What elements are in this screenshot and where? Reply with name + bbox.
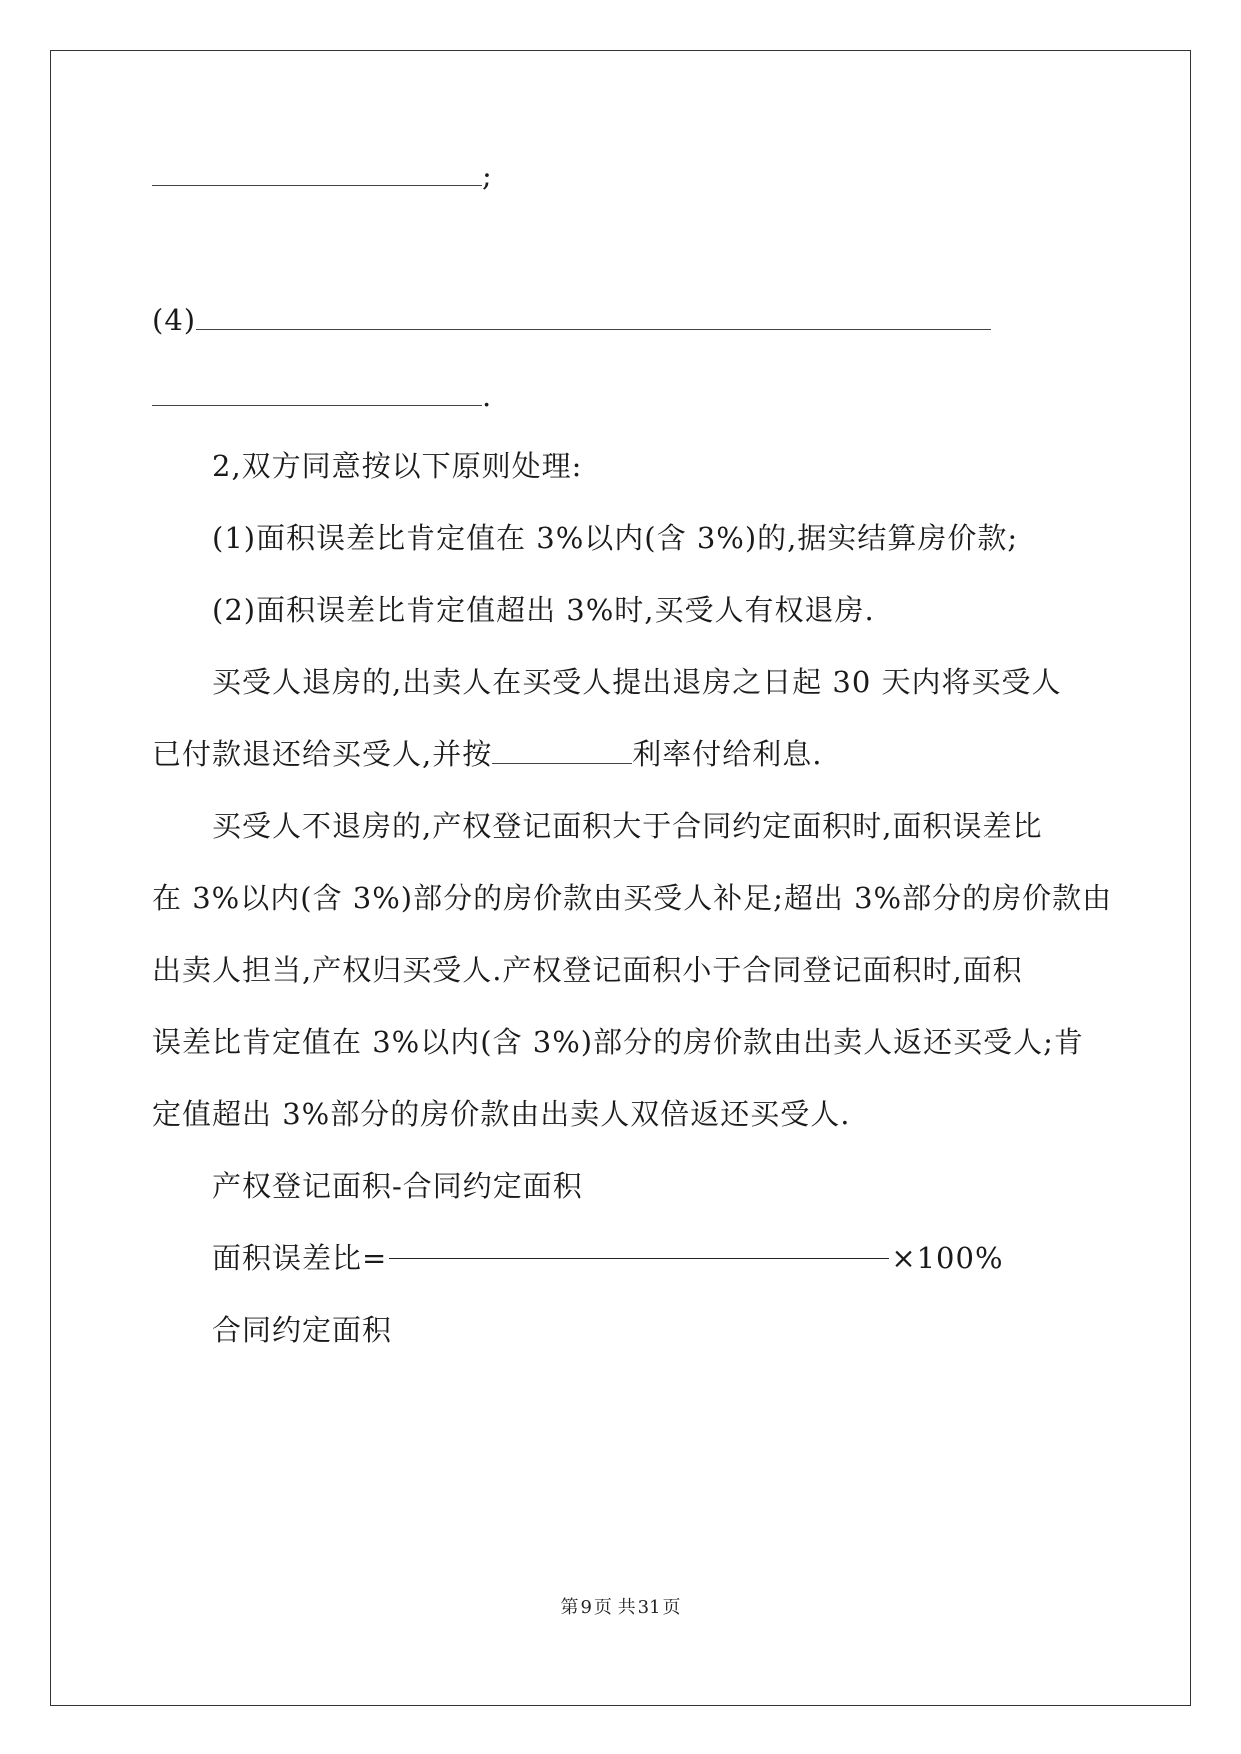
refund-text-b: 利率付给利息. (632, 737, 823, 771)
paragraph-refund-line-2 (152, 734, 822, 774)
paragraph-rule-1: (1)面积误差比肯定值在 3%以内(含 3%)的,据实结算房价款; (212, 521, 1019, 555)
fraction-bar (389, 1258, 889, 1259)
paragraph-no-refund-line-4: 误差比肯定值在 3%以内(含 3%)部分的房价款由出卖人返还买受人;肯 (152, 1025, 1084, 1059)
fill-in-blank[interactable] (152, 379, 482, 406)
formula-numerator: 产权登记面积-合同约定面积 (212, 1169, 583, 1203)
paragraph-heading-2: 2,双方同意按以下原则处理: (212, 449, 583, 483)
formula-line (212, 1238, 1004, 1278)
paragraph-no-refund-line-2: 在 3%以内(含 3%)部分的房价款由买受人补足;超出 3%部分的房价款由 (152, 881, 1113, 915)
item-4-line (152, 300, 991, 340)
formula-denominator: 合同约定面积 (212, 1313, 393, 1347)
page-footer (0, 1596, 1241, 1620)
page-total: 31 (637, 1597, 661, 1618)
blank-line-3-end (152, 156, 493, 196)
interest-rate-blank[interactable] (492, 737, 632, 764)
page-mid: 页 共 (593, 1597, 636, 1618)
fill-in-blank[interactable] (152, 159, 482, 186)
paragraph-rule-2: (2)面积误差比肯定值超出 3%时,买受人有权退房. (212, 593, 875, 627)
line-punctuation: . (482, 379, 493, 413)
paragraph-no-refund-line-1: 买受人不退房的,产权登记面积大于合同约定面积时,面积误差比 (212, 809, 1043, 843)
page-prefix: 第 (560, 1597, 579, 1618)
item-4-continuation (152, 376, 492, 416)
refund-text-a: 已付款退还给买受人,并按 (152, 737, 493, 771)
formula-label: 面积误差比= (212, 1241, 388, 1275)
item-4-label: (4) (152, 303, 197, 337)
line-punctuation: ; (482, 159, 493, 193)
paragraph-no-refund-line-5: 定值超出 3%部分的房价款由出卖人双倍返还买受人. (152, 1097, 851, 1131)
formula-suffix: ×100% (891, 1241, 1004, 1275)
page-current: 9 (580, 1597, 592, 1618)
paragraph-refund-line-1: 买受人退房的,出卖人在买受人提出退房之日起 30 天内将买受人 (212, 665, 1062, 699)
page-suffix: 页 (662, 1597, 681, 1618)
paragraph-no-refund-line-3: 出卖人担当,产权归买受人.产权登记面积小于合同登记面积时,面积 (152, 953, 1023, 987)
fill-in-blank[interactable] (196, 303, 991, 330)
